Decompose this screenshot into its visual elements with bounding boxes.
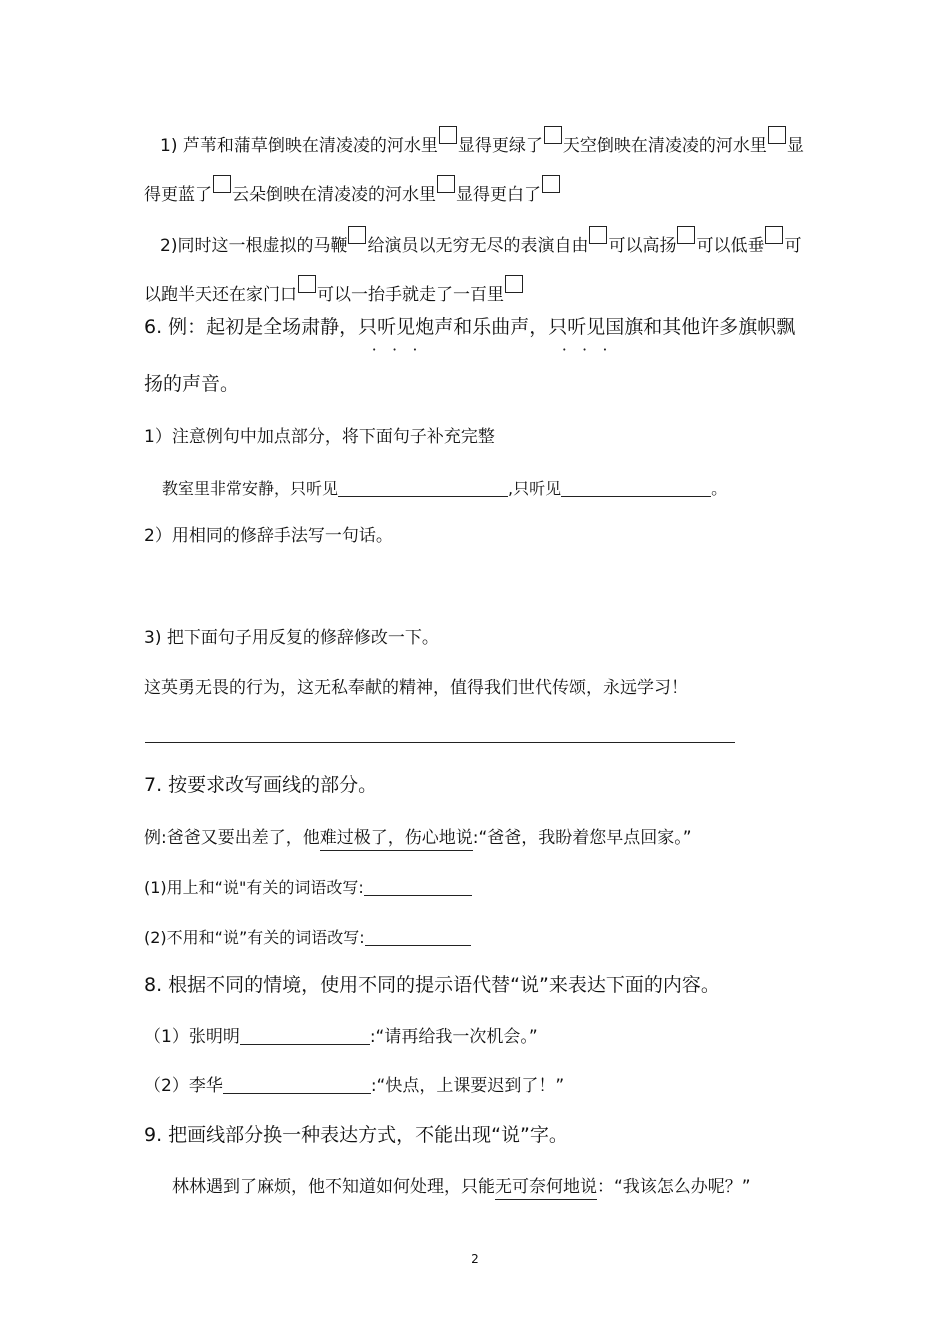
text: 给演员以无穷无尽的表演自由 bbox=[367, 236, 589, 256]
emphasis-dots: 只听见 • • • bbox=[548, 316, 605, 338]
punct-box[interactable] bbox=[437, 175, 455, 193]
page-number: 2 bbox=[471, 1252, 479, 1266]
text: 天空倒映在清凌凌的河水里 bbox=[562, 136, 767, 156]
text: ：“我该怎么办呢？” bbox=[597, 1177, 751, 1197]
punct-box[interactable] bbox=[348, 226, 366, 244]
underlined-text: 无可奈何地说 bbox=[495, 1177, 597, 1200]
answer-blank[interactable] bbox=[240, 1026, 370, 1045]
text: 以跑半天还在家门口 bbox=[144, 285, 297, 305]
punct-box[interactable] bbox=[213, 175, 231, 193]
punct-box[interactable] bbox=[765, 226, 783, 244]
q8-part1 bbox=[144, 1025, 538, 1049]
answer-blank[interactable] bbox=[223, 1075, 371, 1094]
q5-sentence1-line1 bbox=[160, 126, 804, 158]
q6-part3: 3) 把下面句子用反复的修辞修改一下。 bbox=[144, 628, 439, 648]
q5-sentence2-line2 bbox=[144, 275, 524, 307]
q5-sentence2-line1 bbox=[160, 226, 801, 258]
answer-blank[interactable] bbox=[364, 877, 472, 896]
punct-box[interactable] bbox=[542, 175, 560, 193]
text: (1)用上和“说"有关的词语改写: bbox=[144, 878, 364, 897]
q6-part1-sentence bbox=[162, 477, 727, 501]
text: 可以高扬 bbox=[608, 236, 677, 256]
answer-blank[interactable] bbox=[338, 478, 508, 497]
text: (2)不用和“说”有关的词语改写: bbox=[144, 928, 365, 947]
text: 例:爸爸又要出差了，他 bbox=[144, 828, 320, 848]
q5-sentence1-line2 bbox=[144, 175, 561, 207]
text: 得更蓝了 bbox=[144, 185, 212, 205]
text: ,只听见 bbox=[508, 479, 562, 498]
q7-heading: 7. 按要求改写画线的部分。 bbox=[144, 774, 378, 796]
text: 显得更绿了 bbox=[457, 136, 543, 156]
q6-heading-cont: 扬的声音。 bbox=[144, 373, 240, 395]
punct-box[interactable] bbox=[439, 126, 457, 144]
q6-heading bbox=[144, 315, 795, 339]
q7-example bbox=[144, 826, 692, 850]
text: 教室里非常安静，只听见 bbox=[162, 479, 339, 498]
q6-part2: 2）用相同的修辞手法写一句话。 bbox=[144, 526, 393, 546]
text: 炮声和乐曲声， bbox=[415, 316, 549, 338]
punct-box[interactable] bbox=[298, 275, 316, 293]
q7-part1 bbox=[144, 876, 472, 900]
q7-part2 bbox=[144, 926, 471, 950]
punct-box[interactable] bbox=[505, 275, 523, 293]
answer-line[interactable] bbox=[145, 742, 735, 743]
text: （1）张明明 bbox=[144, 1027, 240, 1047]
text: 可以低垂 bbox=[696, 236, 765, 256]
text: 显 bbox=[786, 136, 804, 156]
q6-part3-sentence: 这英勇无畏的行为，这无私奉献的精神，值得我们世代传颂，永远学习！ bbox=[144, 678, 688, 698]
q8-heading: 8. 根据不同的情境，使用不同的提示语代替“说”来表达下面的内容。 bbox=[144, 974, 720, 996]
punct-box[interactable] bbox=[544, 126, 562, 144]
punct-box[interactable] bbox=[677, 226, 695, 244]
text: 2)同时这一根虚拟的马鞭 bbox=[160, 236, 348, 256]
text: 国旗和其他许多旗帜飘 bbox=[605, 316, 796, 338]
answer-blank[interactable] bbox=[561, 478, 711, 497]
text: :“请再给我一次机会。” bbox=[369, 1027, 538, 1047]
answer-blank[interactable] bbox=[365, 927, 471, 946]
text: :“快点，上课要迟到了！” bbox=[370, 1076, 565, 1096]
text: :“爸爸，我盼着您早点回家。” bbox=[472, 828, 692, 848]
text: （2）李华 bbox=[144, 1076, 223, 1096]
text: 6. 例：起初是全场肃静， bbox=[144, 316, 359, 338]
text: 显得更白了 bbox=[456, 185, 541, 205]
punct-box[interactable] bbox=[768, 126, 786, 144]
text: 云朵倒映在清凌凌的河水里 bbox=[232, 185, 436, 205]
text: 。 bbox=[711, 479, 728, 498]
punct-box[interactable] bbox=[589, 226, 607, 244]
text: 林林遇到了麻烦，他不知道如何处理，只能 bbox=[172, 1177, 495, 1197]
text: 1) 芦苇和蒲草倒映在清凌凌的河水里 bbox=[160, 136, 438, 156]
text: 可 bbox=[784, 236, 802, 256]
q9-sentence bbox=[172, 1175, 751, 1199]
underlined-text: 难过极了，伤心地说 bbox=[320, 828, 473, 851]
q8-part2 bbox=[144, 1074, 564, 1098]
emphasis-dots: 只听见 • • • bbox=[358, 316, 415, 338]
q6-part1: 1）注意例句中加点部分，将下面句子补充完整 bbox=[144, 427, 495, 447]
q9-heading: 9. 把画线部分换一种表达方式，不能出现“说”字。 bbox=[144, 1124, 568, 1146]
text: 可以一抬手就走了一百里 bbox=[317, 285, 504, 305]
